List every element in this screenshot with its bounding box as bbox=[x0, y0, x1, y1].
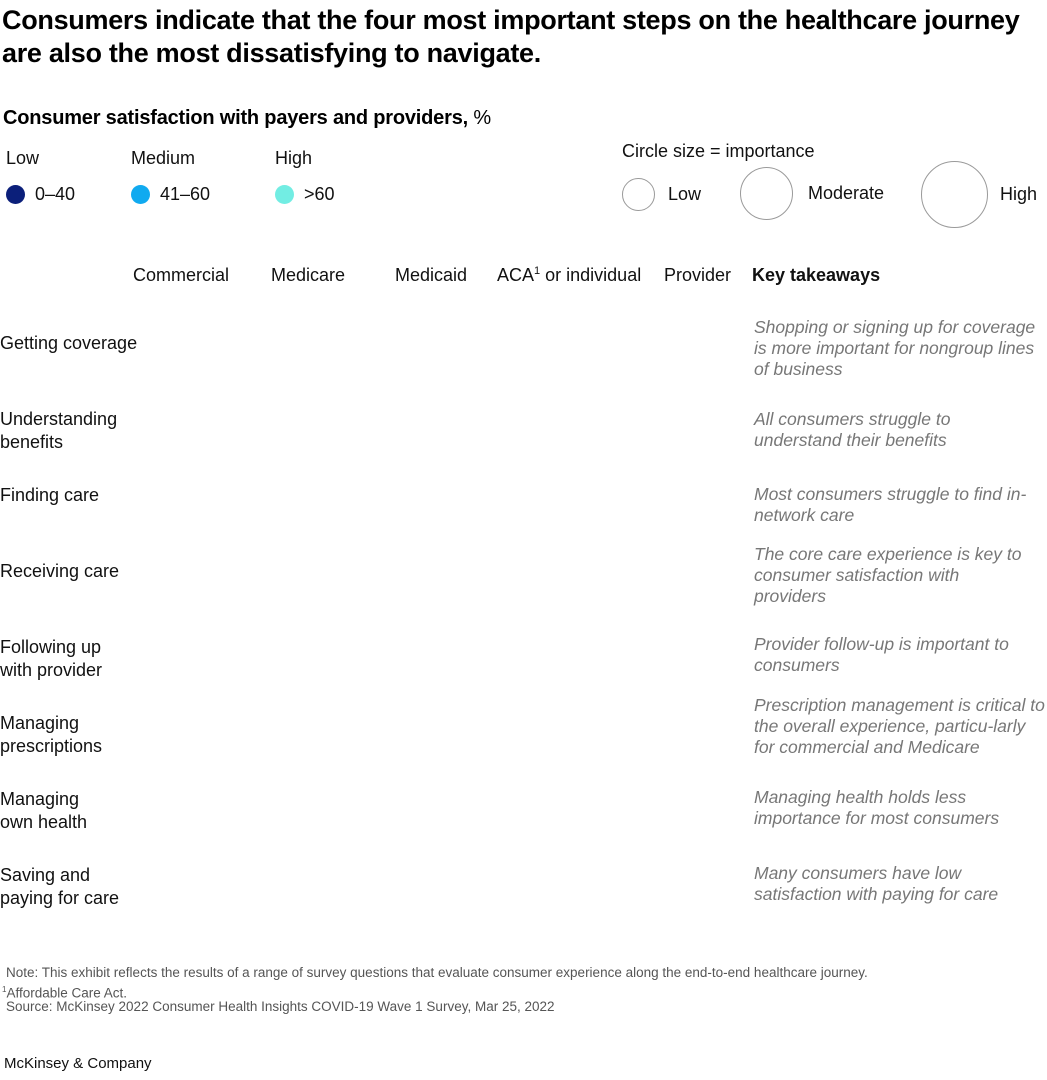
legend-level-label: Low bbox=[6, 148, 40, 168]
row-label-line: Saving and bbox=[0, 865, 91, 885]
legend-range: 0–40 bbox=[35, 184, 76, 204]
takeaway-receiving-care: The core care experience is key to consumer satisfaction with providers bbox=[754, 544, 1022, 606]
circle-icon-teal bbox=[275, 185, 294, 204]
takeaway-following-up: Provider follow-up is important to consumers bbox=[754, 634, 1009, 675]
size-legend-moderate bbox=[740, 167, 884, 220]
column-header-medicare: Medicare bbox=[271, 265, 346, 285]
size-legend-low bbox=[622, 178, 701, 211]
footnote-note: Note: This exhibit reflects the results of a range of survey questions that evaluate consumer experience along the end-to-end healthcare journey. bbox=[6, 965, 868, 980]
subtitle-text: Consumer satisfaction with payers and providers, bbox=[3, 107, 468, 129]
takeaway-understanding-benefits: All consumers struggle to understand their benefits bbox=[754, 409, 951, 450]
row-label-line: own health bbox=[0, 812, 88, 832]
column-header-aca bbox=[497, 265, 641, 286]
row-label-managing-prescriptions bbox=[0, 712, 102, 758]
row-label-finding-care bbox=[0, 484, 99, 507]
footnote-1-text: Affordable Care Act. bbox=[6, 985, 128, 1001]
circle-outline-icon-medium bbox=[740, 167, 793, 220]
takeaway-finding-care: Most consumers struggle to find in-network care bbox=[754, 484, 1027, 525]
column-header-aca-suffix: or individual bbox=[540, 265, 642, 285]
row-label-line: Finding care bbox=[0, 485, 100, 505]
row-label-line: with provider bbox=[0, 660, 103, 680]
row-label-saving-paying bbox=[0, 864, 119, 910]
row-label-line: Following up bbox=[0, 637, 102, 657]
takeaway-managing-own-health: Managing health holds less importance for most consumers bbox=[754, 787, 1000, 828]
row-label-receiving-care bbox=[0, 560, 119, 583]
row-label-managing-own-health bbox=[0, 788, 87, 834]
legend-range: >60 bbox=[304, 184, 335, 204]
footnote-marker: 1 bbox=[534, 265, 541, 277]
column-header-aca-label: ACA bbox=[497, 265, 535, 285]
legend-color-high bbox=[275, 148, 335, 205]
legend-swatch-row bbox=[275, 184, 335, 205]
legend-range: 41–60 bbox=[160, 184, 211, 204]
row-label-line: prescriptions bbox=[0, 736, 103, 756]
column-header-commercial: Commercial bbox=[133, 265, 230, 285]
takeaway-getting-coverage: Shopping or signing up for coverage is more important for nongroup lines of business bbox=[754, 317, 1036, 379]
row-label-following-up bbox=[0, 636, 102, 682]
legend-color-medium bbox=[131, 148, 210, 205]
footnote-1-marker: 1 bbox=[2, 985, 7, 994]
column-header-medicaid: Medicaid bbox=[395, 265, 468, 285]
size-legend-label: Low bbox=[668, 184, 702, 204]
takeaway-managing-prescriptions: Prescription management is critical to the overall experience, particu-larly for commercial and Medicare bbox=[754, 695, 1045, 757]
chart-title: Consumers indicate that the four most important steps on the healthcare journey are also the most dissatisfying to navigate. bbox=[2, 5, 1020, 68]
legend-level-label: High bbox=[275, 148, 313, 168]
takeaway-saving-paying: Many consumers have low satisfaction with paying for care bbox=[754, 863, 999, 904]
subtitle-unit: % bbox=[473, 107, 491, 129]
size-legend-high bbox=[921, 161, 1037, 228]
row-label-line: Managing bbox=[0, 713, 80, 733]
brand-logo-text: McKinsey & Company bbox=[4, 1055, 152, 1072]
footnote-source: Source: McKinsey 2022 Consumer Health Insights COVID-19 Wave 1 Survey, Mar 25, 2022 bbox=[6, 999, 555, 1014]
circle-icon-blue bbox=[131, 185, 150, 204]
column-header-key-takeaways: Key takeaways bbox=[752, 265, 881, 285]
legend-swatch-row bbox=[131, 184, 210, 205]
circle-outline-icon-large bbox=[921, 161, 988, 228]
row-label-getting-coverage bbox=[0, 332, 137, 355]
row-label-line: Getting coverage bbox=[0, 333, 138, 353]
row-label-line: Receiving care bbox=[0, 561, 120, 581]
circle-outline-icon-small bbox=[622, 178, 655, 211]
legend-color-low bbox=[6, 148, 75, 205]
row-label-understanding-benefits bbox=[0, 408, 117, 454]
row-label-line: benefits bbox=[0, 432, 64, 452]
size-legend-label: High bbox=[1000, 184, 1038, 204]
row-label-line: paying for care bbox=[0, 888, 120, 908]
row-label-line: Managing bbox=[0, 789, 80, 809]
legend-swatch-row bbox=[6, 184, 75, 205]
chart-subtitle bbox=[3, 107, 491, 130]
circle-icon-dark-blue bbox=[6, 185, 25, 204]
size-legend-label: Moderate bbox=[808, 183, 885, 203]
size-legend-title: Circle size = importance bbox=[622, 141, 815, 161]
column-header-provider: Provider bbox=[664, 265, 732, 285]
row-label-line: Understanding bbox=[0, 409, 118, 429]
legend-level-label: Medium bbox=[131, 148, 196, 168]
